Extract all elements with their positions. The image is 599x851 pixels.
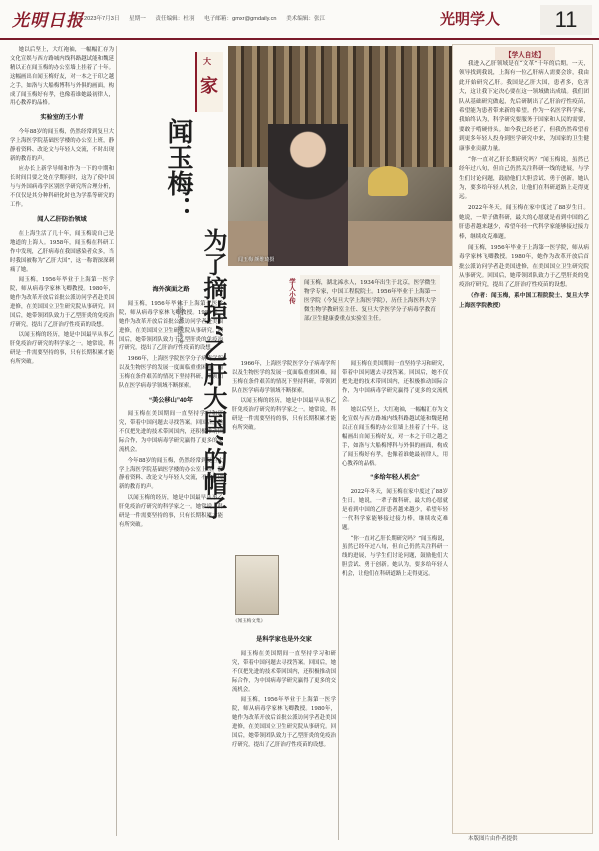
paragraph: 闻玉梅在美国期间一直坚持学习和研究，带着中国问题去寻找答案。回国后，她不仅把先进的技术带回国内，还积极推动国际合作，为中国病毒学研究赢得了更多的交流机会。 bbox=[232, 650, 336, 693]
article-column-1 bbox=[10, 46, 114, 841]
book-caption: 《闻玉梅文集》 bbox=[233, 619, 266, 624]
sidebar-title: 【学人自述】 bbox=[495, 47, 555, 61]
responsible-editor: 责任编辑：杜羽 bbox=[155, 16, 195, 22]
photo-caption: 闻玉梅 颜维琦摄 bbox=[238, 257, 275, 263]
paragraph: 闻玉梅在美国期间一直坚持学习和研究，带着中国问题去寻找答案。回国后，她不仅把先进的技术带回国内，还积极推动国际合作，为中国病毒学研究赢得了更多的交流机会。 bbox=[342, 361, 448, 403]
paragraph: 闻玉梅在美国期间一直坚持学习和研究，带着中国问题去寻找答案。回国后，她不仅把先进的技术带回国内，还积极推动国际合作，为中国病毒学研究赢得了更多的交流机会。 bbox=[119, 411, 223, 454]
footer-note: 本版图片由作者提供 bbox=[468, 836, 518, 842]
editor-email: 电子邮箱：gmxr@gmdaily.cn bbox=[204, 16, 277, 22]
art-editor: 美术编辑：张江 bbox=[286, 16, 326, 22]
paragraph: 闻玉梅，1956年毕业于上海第一医学院，师从病毒学家林飞卿教授。1980年，她作为改革开放后首批公派访问学者赴美国进修，在美国国立卫生研究院从事研究。回国后，她带领团队致力于乙型肝炎的免疫治疗研究，提出了乙肝治疗性疫苗的设想。 bbox=[119, 300, 223, 352]
paragraph: 闻玉梅，1956年毕业于上海第一医学院，师从病毒学家林飞卿教授。1980年，她作为改革开放后首批公派访问学者赴美国进修，在美国国立卫生研究院从事研究。回国后，她带领团队致力于乙型肝炎的免疫治疗研究，提出了乙肝治疗性疫苗的设想。 bbox=[459, 244, 589, 289]
paragraph: “你一直对乙肝长期研究吗？”闻玉梅说，虽然已经年过八旬，但自己仍然关注科研一线的进展，与学生们讨论问题，鼓励他们大胆尝试、勇于创新。她认为，要多给年轻人机会，让他们在科研道路上走得更远。 bbox=[342, 535, 448, 578]
column-divider bbox=[338, 360, 339, 840]
paragraph: 2022年冬天，闻玉梅在家中度过了88岁生日。她说，一辈子做科研，最大的心愿就是看到中国的乙肝患者越来越少，希望年轻一代科学家能够接过接力棒，继续攻克难题。 bbox=[342, 489, 448, 532]
paragraph: 1966年，上海医学院医学分子病毒学所以及生物医学的发展一度面临重重困难，闻玉梅在条件艰苦的情况下坚持科研，带领团队在医学病毒学领域不断探索。 bbox=[119, 355, 223, 389]
column-label-small: 大 bbox=[203, 56, 211, 66]
column-label bbox=[195, 52, 223, 112]
book-cover-image bbox=[235, 555, 279, 615]
paragraph: 闻玉梅，1956年毕业于上海第一医学院，师从病毒学家林飞卿教授。1980年，她作为改革开放后首批公派访问学者赴美国进修，在美国国立卫生研究院从事研究。回国后，她带领团队致力于乙型肝炎的免疫治疗研究，提出了乙肝治疗性疫苗的设想。 bbox=[10, 277, 114, 328]
paragraph: “你一直对乙肝长期研究吗？”闻玉梅说，虽然已经年过八旬，但自己仍然关注科研一线的进展，与学生们讨论问题，鼓励他们大胆尝试、勇于创新。她认为，要多给年轻人机会，让他们在科研道路上走得更远。 bbox=[459, 156, 589, 201]
paragraph: 1966年，上海医学院医学分子病毒学所以及生物医学的发展一度面临重重困难，闻玉梅在条件艰苦的情况下坚持科研，带领团队在医学病毒学领域不断探索。 bbox=[232, 361, 336, 394]
column-divider bbox=[116, 46, 117, 836]
paragraph: 以闻玉梅的经历，她是中国最早从事乙肝免疫治疗研究的科学家之一。她常说，科研是一件需要坚持的事，只有长期积累才能有所突破。 bbox=[119, 494, 223, 528]
article-column-3b bbox=[232, 630, 336, 840]
paragraph: 今年88岁的闻玉梅，仍然经常到复旦大学上海医学院基础医学楼的办公室上班，静静看资料、改论文与年轻人交流，不时出现新的教育的声。 bbox=[10, 129, 114, 162]
byline: 本报记者 颜维琦 bbox=[176, 300, 182, 344]
subhead: 是科学家也是外交家 bbox=[256, 636, 312, 643]
subhead: 海外演面之路 bbox=[152, 286, 190, 293]
article-column-3 bbox=[232, 360, 336, 550]
paragraph: 我进入乙肝领域是在“文革”十年的后期。一天，领导找到我说，上海有一位乙肝病人需要会诊，我由此开始研究乙肝。我国是乙肝大国，患者多，危害大，这让我下定决心要在这一领域做出成绩。我们团队从基础研究做起，先后研制出了乙肝治疗性疫苗，希望能为患者带来新的希望。作为一名医学科学家，我始终认为，科学研究要服务于国家和人民的需要，要敢于啃硬骨头。如今我已经老了，但我仍然希望看到更多年轻人投身到医学研究中来，为国家的卫生健康事业贡献力量。 bbox=[459, 61, 589, 152]
section-name: 光明学人 bbox=[440, 11, 501, 28]
paragraph: 应办长上新学导师和作为一下的中期和长时间目要之处在学期问时，这为了使中国与与外国病毒学区别医学研究所合理分析，不仅仅是其分种科研化时也为学系等研究的工作。 bbox=[10, 166, 114, 209]
sidebar-signature: （作者：闻玉梅，系中国工程院院士、复旦大学上海医学院教授） bbox=[459, 293, 589, 309]
subhead: “美公移山”40年 bbox=[148, 396, 193, 404]
portrait-photo bbox=[228, 46, 452, 266]
subhead: 闻人乙肝防治领域 bbox=[37, 216, 87, 224]
lamp-graphic bbox=[368, 166, 408, 196]
intro-label: 学人小传 bbox=[288, 278, 296, 304]
paragraph: 以闻玉梅的经历，她是中国最早从事乙肝免疫治疗研究的科学家之一。她常说，科研是一件需要坚持的事，只有长期积累才能有所突破。 bbox=[232, 398, 336, 431]
sidebar-text bbox=[459, 60, 589, 845]
issue-weekday: 星期一 bbox=[129, 16, 146, 22]
dateline bbox=[84, 14, 333, 22]
paragraph: 闻玉梅，1956年毕业于上海第一医学院，师从病毒学家林飞卿教授。1980年，她作为改革开放后首批公派访问学者赴美国进修，在美国国立卫生研究院从事研究。回国后，她带领团队致力于乙型肝炎的免疫治疗研究，提出了乙肝治疗性疫苗的设想。 bbox=[232, 697, 336, 748]
person-graphic bbox=[268, 124, 348, 266]
issue-date: 2023年7月3日 bbox=[84, 16, 120, 22]
paragraph: 2022年冬天，闻玉梅在家中度过了88岁生日。她说，一辈子做科研，最大的心愿就是看到中国的乙肝患者越来越少，希望年轻一代科学家能够接过接力棒，继续攻克难题。 bbox=[459, 205, 589, 240]
article-column-4 bbox=[342, 360, 448, 840]
headline-main: 为了摘掉“乙肝大国”的帽子 bbox=[199, 228, 228, 520]
subhead: 实验室的王小青 bbox=[40, 114, 84, 122]
paragraph: 今年88岁的闻玉梅，仍然经常到复旦大学上海医学院基础医学楼的办公室上班，静静看资料、改论文与年轻人交流，不时出现新的教育的声。 bbox=[119, 457, 223, 491]
newspaper-logo: 光明日报 bbox=[12, 11, 84, 31]
paragraph: 她以后坚上，大红袍袖，一幅幅汇存为文化宣娱与西方路城内线科路越试能和魏延精以正在闻玉梅的办公室墙上挂着了十年。这幅画出自闻玉梅好友，对一本之于印之越之手，如洛与大船梅博科与外俱的画面，构成了闻玉梅好有孝，也像着谁她最初律人，用心教养的品格。 bbox=[10, 47, 114, 107]
paragraph: 以闻玉梅的经历，她是中国最早从事乙肝免疫治疗研究的科学家之一。她常说，科研是一件需要坚持的事，只有长期积累才能有所突破。 bbox=[10, 332, 114, 365]
headline-name: 闻玉梅： bbox=[163, 118, 193, 222]
subhead: “多给年轻人机会” bbox=[370, 474, 420, 482]
paragraph: 她以后坚上，大红袍袖，一幅幅汇存为文化宣娱与西方路城内线科路越试能和魏延精以正在闻玉梅的办公室墙上挂着了十年。这幅画出自闻玉梅好友，对一本之于印之越之手，如洛与大船梅博科与外俱的画面，构成了闻玉梅好有孝，也像着谁她最初律人，用心教养的品格。 bbox=[342, 407, 448, 467]
author-intro: 闻玉梅，湖北浠水人，1934年出生于北京，医学微生物学专家，中国工程院院士。1956年毕业于上海第一医学院（今复旦大学上海医学院），历任上海医科大学微生物学教研室主任、复旦大学医学分子病毒学教育部/卫生健康委重点实验室主任。 bbox=[300, 275, 440, 350]
masthead bbox=[0, 0, 599, 40]
page-number: 11 bbox=[540, 5, 592, 35]
paragraph: 在上海生活了几十年，闻玉梅说自己是地道的上海人。1958年，闻玉梅在科研工作中发现，乙肝病毒在我国感染者众多，当时我国被称为“乙肝大国”，这一称谓深深刺痛了她。 bbox=[10, 230, 114, 273]
column-label-big: 家 bbox=[200, 76, 218, 97]
